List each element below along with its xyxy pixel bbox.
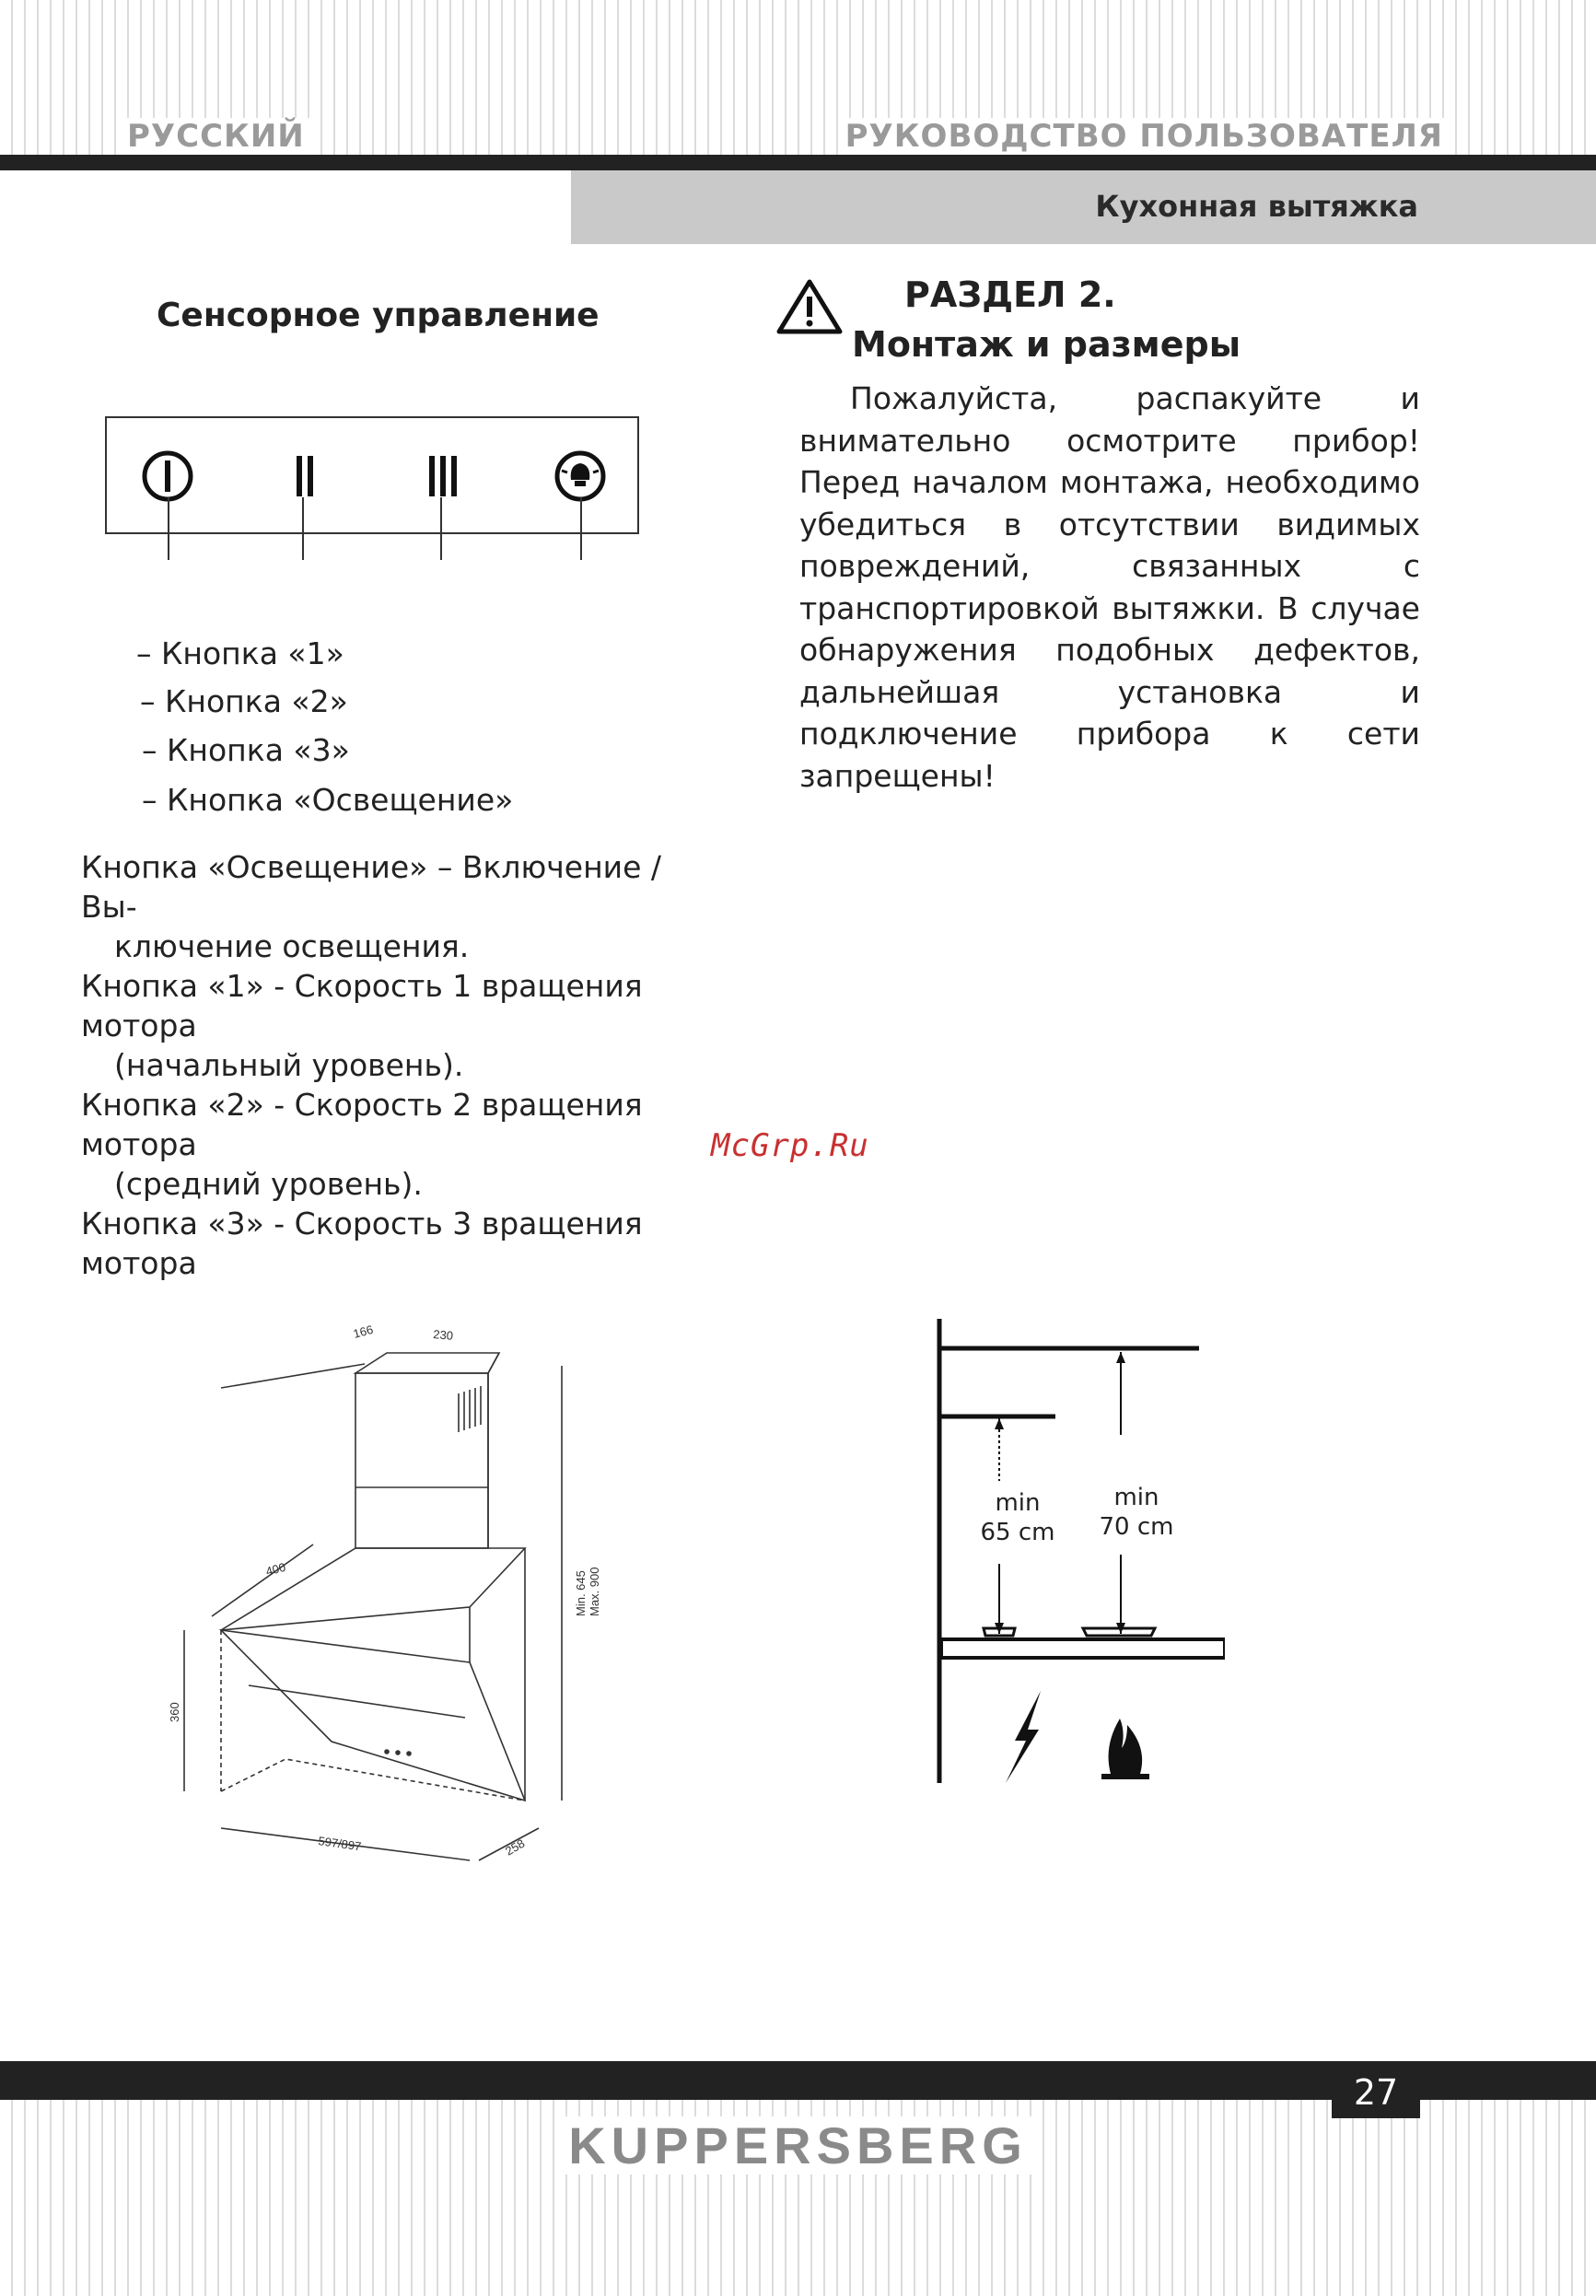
warning-paragraph: Пожалуйста, распакуйте и внимательно осмотрите прибор! Перед началом монтажа, необходимо убедиться в отсутствии видимых повреждений, связанных с транспортировкой вытяжки. В случае обнаружения подобных дефектов, дальнейшая установка и подключение прибора к сети запрещены! — [799, 380, 1420, 794]
header-subbar — [571, 170, 1596, 244]
clearance-label: min — [1113, 1484, 1159, 1511]
legend-item: – Кнопка «Освещение» — [142, 782, 514, 818]
section-title: РАЗДЕЛ 2. — [904, 274, 1116, 315]
clearance-label: min — [995, 1489, 1041, 1517]
dimension-label: 360 — [168, 1702, 181, 1722]
legend-item: – Кнопка «2» — [140, 683, 348, 719]
clearance-diagram — [930, 1315, 1225, 1794]
flame-icon — [1109, 1719, 1143, 1774]
leader-line — [440, 497, 442, 560]
leader-line — [580, 497, 582, 560]
dimension-label: 597/897 — [317, 1834, 363, 1854]
power-icon — [145, 453, 191, 499]
watermark: McGrp.Ru — [711, 1127, 869, 1164]
speed-3-icon — [429, 456, 457, 496]
clearance-value: 65 cm — [980, 1519, 1055, 1546]
clearance-value: 70 cm — [1099, 1513, 1174, 1541]
light-icon — [557, 453, 603, 499]
hood-dimension-drawing — [166, 1312, 626, 1874]
control-panel-icons — [138, 447, 617, 511]
header-language: РУССКИЙ — [122, 118, 310, 155]
brand-logo: KUPPERSBERG — [0, 2115, 1596, 2175]
dimension-label: 166 — [351, 1322, 375, 1341]
touch-control-title: Сенсорное управление — [157, 297, 600, 334]
legend-item: – Кнопка «3» — [142, 732, 350, 768]
header-manual-title: РУКОВОДСТВО ПОЛЬЗОВАТЕЛЯ — [840, 118, 1449, 155]
description-item: Кнопка «1» - Скорость 1 вращения мотора (начальный уровень). — [81, 968, 643, 1083]
description-item: Кнопка «Освещение» – Включение / Вы- ключение освещения. — [81, 849, 662, 964]
description-list — [81, 847, 704, 1283]
page-number: 27 — [1332, 2067, 1420, 2118]
section-subtitle: Монтаж и размеры — [852, 324, 1241, 365]
warning-icon — [775, 278, 844, 335]
leader-line — [168, 497, 169, 560]
dimension-label: 258 — [503, 1836, 528, 1859]
legend-item: – Кнопка «1» — [136, 635, 344, 671]
header-bar — [0, 155, 1596, 170]
description-item: Кнопка «2» - Скорость 2 вращения мотора (средний уровень). — [81, 1087, 643, 1202]
dimension-label: Max. 900 — [588, 1567, 601, 1616]
dimension-label: Min. 645 — [574, 1570, 588, 1616]
speed-2-icon — [297, 456, 313, 496]
electric-icon — [1006, 1691, 1041, 1783]
description-item: Кнопка «3» - Скорость 3 вращения мотора — [81, 1206, 643, 1281]
dimension-label: 400 — [263, 1559, 287, 1579]
header-product: Кухонная вытяжка — [1095, 189, 1418, 224]
dimension-label: 230 — [432, 1327, 454, 1343]
leader-line — [302, 497, 304, 560]
